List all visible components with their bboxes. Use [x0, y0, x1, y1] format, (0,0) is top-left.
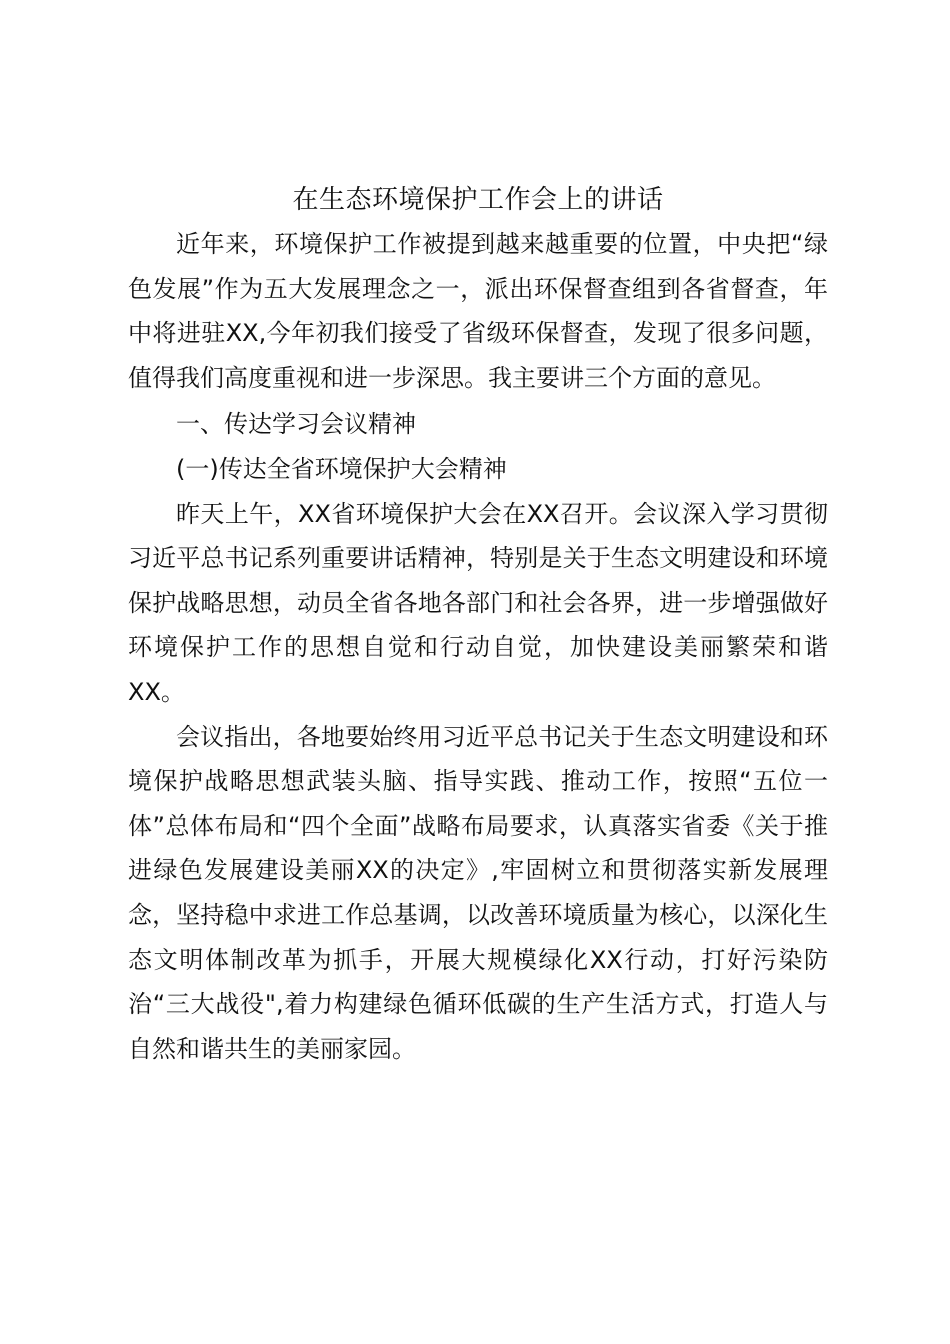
document-title: 在生态环境保护工作会上的讲话: [292, 185, 664, 215]
document-page: [128, 178, 828, 1071]
body-paragraph-1: 昨天上午，XX省环境保护大会在XX召开。会议深入学习贯彻习近平总书记系列重要讲话精神，特别是关于生态文明建设和环境保护战略思想，动员全省各地各部门和社会各界，进一步增强做好环境保护工作的思想自觉和行动自觉，加快建设美丽繁荣和谐XX。: [128, 499, 828, 706]
subsection-heading-1: (一)传达全省环境保护大会精神: [176, 454, 507, 483]
body-paragraph-2: 会议指出，各地要始终用习近平总书记关于生态文明建设和环境保护战略思想武装头脑、指导实践、推动工作，按照“五位一体”总体布局和“四个全面”战略布局要求，认真落实省委《关于推进绿色发展建设美丽XX的决定》,牢固树立和贯彻落实新发展理念，坚持稳中求进工作总基调，以改善环境质量为核心，以深化生态文明体制改革为抓手，开展大规模绿化XX行动，打好污染防治“三大战役",着力构建绿色循环低碳的生产生活方式，打造人与自然和谐共生的美丽家园。: [128, 722, 828, 1063]
intro-paragraph: 近年来，环境保护工作被提到越来越重要的位置，中央把“绿色发展”作为五大发展理念之一，派出环保督查组到各省督查，年中将进驻XX,今年初我们接受了省级环保督查，发现了很多问题，值得我们高度重视和进一步深思。我主要讲三个方面的意见。: [128, 230, 828, 392]
section-heading-1: 一、传达学习会议精神: [176, 410, 416, 439]
